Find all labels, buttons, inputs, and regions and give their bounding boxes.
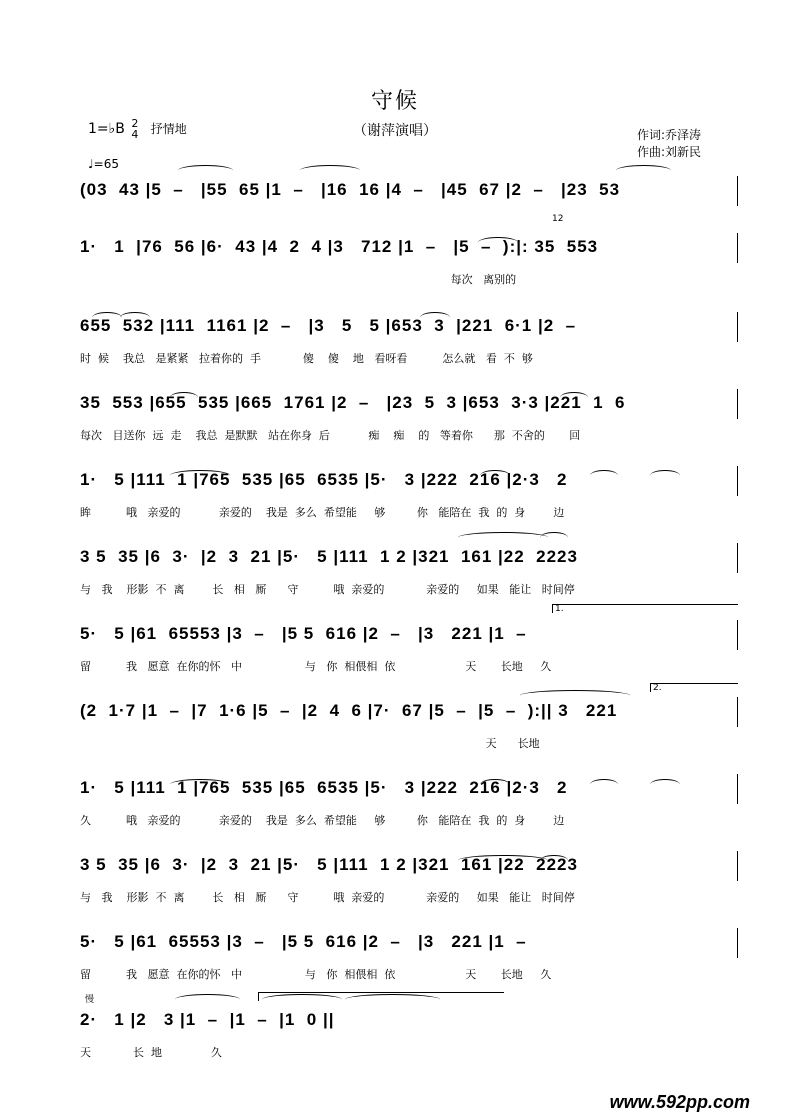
notation-row: 655 532 |111 1161 |2 – |3 5 5 |653 3 |221 6·1 |2 – — [80, 316, 577, 335]
lyric-row: 每次 离别的 — [80, 273, 517, 286]
slur-mark — [480, 779, 510, 790]
slur-mark — [458, 532, 548, 543]
lyric-row: 天 长地 — [80, 737, 540, 750]
notation-row: (2 1·7 |1 – |7 1·6 |5 – |2 4 6 |7· 67 |5 – |5 – ):|| 3 221 — [80, 701, 618, 720]
tempo-mark: ♩=65 — [88, 157, 119, 171]
notation-row: 2· 1 |2 3 |1 – |1 – |1 0 || — [80, 1010, 335, 1029]
lyric-row: 天 长 地 久 — [80, 1046, 222, 1059]
second-ending-bracket — [650, 683, 738, 692]
slur-mark — [175, 994, 240, 1005]
volta-twelve: 12 — [552, 214, 564, 224]
slur-mark — [478, 237, 518, 248]
row-end-barline — [737, 466, 738, 496]
notation-row: 5· 5 |61 65553 |3 – |5 5 616 |2 – |3 221 |1 – — [80, 624, 527, 643]
lyric-row: 眸 哦 亲爱的 亲爱的 我是 多么 希望能 够 你 能陪在 我 的 身 边 — [80, 506, 565, 519]
slur-mark — [590, 779, 618, 790]
row-end-barline — [737, 176, 738, 206]
time-bottom: 4 — [131, 128, 139, 141]
row-end-barline — [737, 312, 738, 342]
slur-mark — [480, 470, 510, 481]
notation-row: (03 43 |5 – |55 65 |1 – |16 16 |4 – |45 67 |2 – |23 53 — [80, 180, 621, 199]
composer-credit: 作曲:刘新民 — [637, 145, 702, 159]
row-end-barline — [737, 928, 738, 958]
notation-row: 3 5 35 |6 3· |2 3 21 |5· 5 |111 1 2 |321 161 |22 2223 — [80, 855, 578, 874]
slur-mark — [120, 312, 150, 323]
ritardando-mark: 慢 — [85, 995, 95, 1005]
slur-mark — [170, 779, 230, 790]
slur-mark — [650, 470, 680, 481]
first-ending-bracket — [552, 604, 738, 613]
slur-mark — [420, 312, 450, 323]
notation-row: 35 553 |655 535 |665 1761 |2 – |23 5 3 |653 3·3 |221 1 6 — [80, 393, 626, 412]
slur-mark — [520, 690, 630, 701]
slur-mark — [92, 312, 122, 323]
site-watermark: www.592pp.com — [609, 1092, 750, 1112]
lyric-row: 每次 目送你 远 走 我总 是默默 站在你身 后 痴 痴 的 等着你 那 不舍的 回 — [80, 429, 581, 442]
notation-row: 1· 5 |111 1 |765 535 |65 6535 |5· 3 |222 216 |2·3 2 — [80, 470, 568, 489]
row-end-barline — [737, 774, 738, 804]
lyric-row: 与 我 形影 不 离 长 相 厮 守 哦 亲爱的 亲爱的 如果 能让 时间停 — [80, 891, 575, 904]
time-top: 2 — [131, 117, 139, 130]
notation-row: 1· 1 |76 56 |6· 43 |4 2 4 |3 712 |1 – |5 – ):|: 35 553 — [80, 237, 599, 256]
time-signature — [131, 118, 138, 140]
lyric-row: 久 哦 亲爱的 亲爱的 我是 多么 希望能 够 你 能陪在 我 的 身 边 — [80, 814, 565, 827]
singer-subtitle: （谢萍演唱） — [353, 123, 437, 139]
slur-mark — [170, 392, 198, 403]
row-end-barline — [737, 389, 738, 419]
lyric-row: 留 我 愿意 在你的怀 中 与 你 相偎相 依 天 长地 久 — [80, 968, 552, 981]
slur-mark — [590, 470, 618, 481]
lyricist-credit: 作词:乔泽涛 — [637, 128, 702, 142]
row-end-barline — [737, 851, 738, 881]
row-end-barline — [737, 620, 738, 650]
expression-mark: 抒情地 — [150, 122, 187, 136]
lyric-row: 与 我 形影 不 离 长 相 厮 守 哦 亲爱的 亲爱的 如果 能让 时间停 — [80, 583, 575, 596]
slur-mark — [300, 165, 360, 176]
final-bracket — [258, 992, 504, 1001]
lyric-row: 时 候 我总 是紧紧 拉着你的 手 傻 傻 地 看呀看 怎么就 看 不 够 — [80, 352, 533, 365]
song-title: 守候 — [370, 89, 419, 114]
notation-row: 1· 5 |111 1 |765 535 |65 6535 |5· 3 |222 216 |2·3 2 — [80, 778, 568, 797]
slur-mark — [540, 532, 568, 543]
key-signature — [88, 118, 187, 140]
second-ending-label: 2. — [653, 683, 662, 693]
row-end-barline — [737, 233, 738, 263]
slur-mark — [170, 470, 230, 481]
first-ending-label: 1. — [555, 604, 564, 614]
row-end-barline — [737, 543, 738, 573]
notation-row: 3 5 35 |6 3· |2 3 21 |5· 5 |111 1 2 |321 161 |22 2223 — [80, 547, 578, 566]
row-end-barline — [737, 697, 738, 727]
slur-mark — [560, 392, 588, 403]
slur-mark — [616, 165, 671, 176]
slur-mark — [178, 165, 233, 176]
notation-row: 5· 5 |61 65553 |3 – |5 5 616 |2 – |3 221 |1 – — [80, 932, 527, 951]
slur-mark — [458, 855, 548, 866]
lyric-row: 留 我 愿意 在你的怀 中 与 你 相偎相 依 天 长地 久 — [80, 660, 552, 673]
slur-mark — [540, 855, 568, 866]
slur-mark — [650, 779, 680, 790]
key-text: 1=♭B — [88, 121, 125, 137]
